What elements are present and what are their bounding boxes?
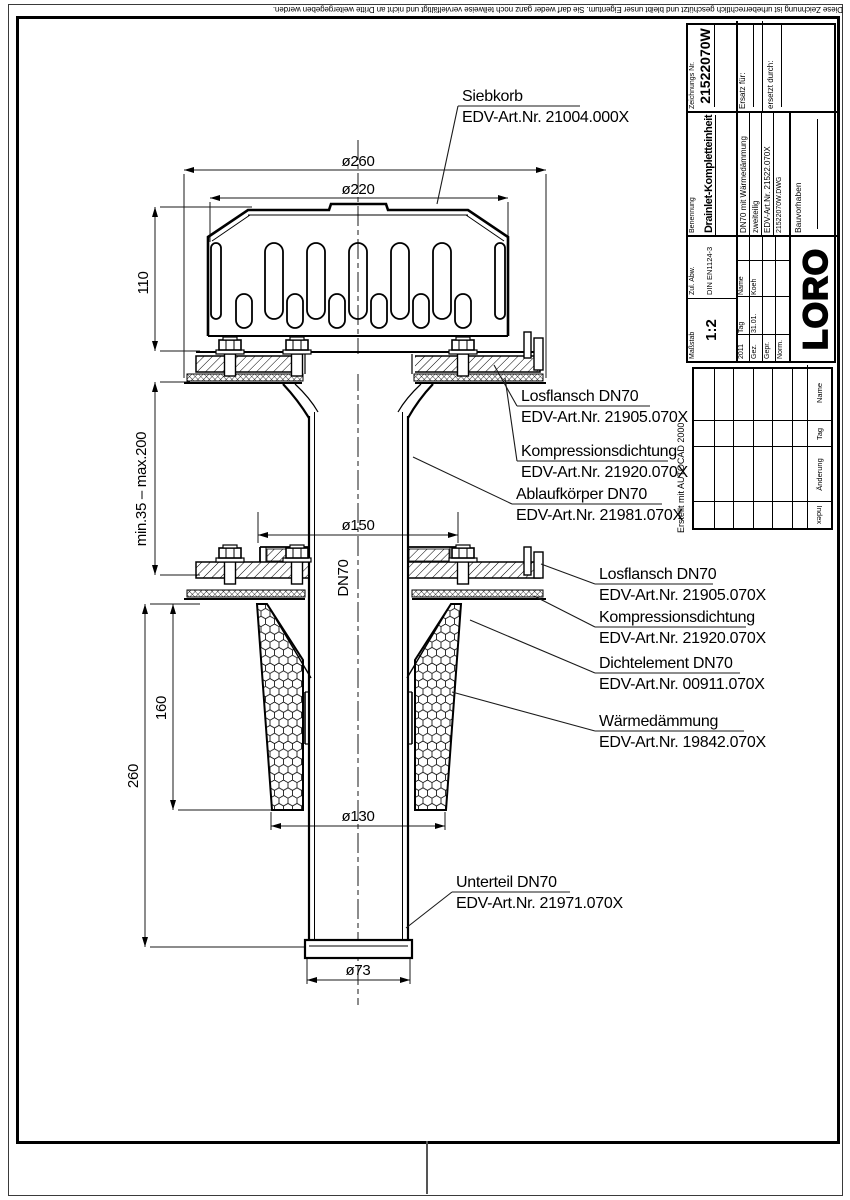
ersetzt-cell (764, 21, 838, 111)
benennung-value: Drainlet-Kompletteinheit (703, 114, 715, 233)
callout-kompressionsdichtung2-art: EDV-Art.Nr. 21920.070X (599, 630, 766, 647)
masstab-cell (688, 299, 736, 361)
revision-aenderung-header: Änderung (807, 447, 831, 502)
dim-d73: ø73 (345, 962, 371, 979)
desc-line1: DN70 mit Wärmedämmung (738, 113, 750, 235)
dim-d260: ø260 (341, 153, 375, 170)
callout-dichtelement-art: EDV-Art.Nr. 00911.070X (599, 676, 765, 693)
logo-cell (791, 237, 838, 361)
masstab-value: 1:2 (703, 319, 720, 341)
callout-losflansch1-art: EDV-Art.Nr. 21905.070X (521, 409, 688, 426)
masstab-label: Maßstab (689, 331, 696, 359)
zul-abw-cell (688, 237, 736, 297)
ersetzt-label: ersetzt durch: (766, 60, 775, 109)
desc-line4: 21522070W.DWG (776, 176, 783, 233)
benennung-label: Benennung (689, 197, 696, 233)
benennung-cell (688, 113, 736, 235)
gez-name: Koeh (751, 278, 758, 295)
title-block (686, 23, 836, 363)
unterteil-pipe-end (305, 940, 412, 958)
loro-logo (791, 237, 838, 361)
description-cell (738, 113, 789, 235)
zeichnungs-nr-cell (688, 21, 736, 111)
dim-d220: ø220 (341, 181, 375, 198)
zul-abw-value: DIN EN1124-3 (705, 246, 714, 295)
ersatz-label: Ersatz für: (738, 72, 747, 109)
loro-logo-text: LORO (797, 247, 835, 351)
dim-dn70: DN70 (335, 559, 352, 597)
revision-name-header: Name (807, 365, 831, 421)
zeichnungs-nr-value: 21522070W (697, 25, 715, 107)
bauvorhaben-cell (791, 113, 838, 235)
ersatz-cell (736, 21, 762, 111)
dim-110: 110 (135, 271, 152, 295)
callout-kompressionsdichtung1: Kompressionsdichtung (521, 443, 677, 460)
callout-unterteil-art: EDV-Art.Nr. 21971.070X (456, 895, 623, 912)
dim-d130: ø130 (341, 808, 375, 825)
zeichnungs-nr-label: Zeichnungs Nr. (689, 61, 696, 109)
dim-d150: ø150 (341, 517, 375, 534)
callout-siebkorb: Siebkorb (462, 88, 523, 105)
flange1-assembly (184, 332, 546, 383)
dim-160: 160 (153, 695, 170, 721)
name-header: Name (738, 276, 745, 295)
dim-260: 260 (125, 763, 142, 789)
callout-waermedaemmung-art: EDV-Art.Nr. 19842.070X (599, 734, 766, 751)
copyright-notice: Diese Zeichnung ist urheberrechtlich geschützt und bleibt unser Eigentum. Sie darf weder ganz noch teilweise vervielfältigt und nicht an Dritte weitergegeben werden. (272, 5, 843, 14)
revision-tag-header: Tag (807, 421, 831, 447)
callout-ablaufkoerper-art: EDV-Art.Nr. 21981.070X (516, 507, 683, 524)
gez-tag: 31.01. (751, 313, 758, 333)
revision-index-header (807, 502, 831, 528)
tag-header: Tag (738, 321, 745, 333)
dim-min-max: min.35 – max.200 (133, 431, 150, 547)
revision-table (692, 367, 833, 530)
callout-losflansch2-art: EDV-Art.Nr. 21905.070X (599, 587, 766, 604)
callout-waermedaemmung: Wärmedämmung (599, 713, 719, 730)
bauvorhaben-label: Bauvorhaben (793, 182, 803, 233)
norm-label: Norm. (777, 339, 784, 359)
desc-line3: EDV-Art.Nr. 21522.070X (762, 113, 774, 235)
callout-siebkorb-art: EDV-Art.Nr. 21004.000X (462, 109, 629, 126)
callout-kompressionsdichtung1-art: EDV-Art.Nr. 21920.070X (521, 464, 688, 481)
callout-unterteil: Unterteil DN70 (456, 874, 557, 891)
revision-index-label: Index (815, 505, 824, 525)
zul-abw-label: Zul. Abw. (689, 266, 696, 295)
callout-dichtelement: Dichtelement DN70 (599, 655, 733, 672)
waermedaemmung-blocks (257, 604, 461, 810)
callout-ablaufkoerper: Ablaufkörper DN70 (516, 486, 647, 503)
callout-kompressionsdichtung2: Kompressionsdichtung (599, 609, 755, 626)
flange2-assembly (184, 545, 546, 599)
erstellt-mit-autocad-note: Erstellt mit AUTOCAD 2000 (676, 422, 686, 533)
gepr-label: Gepr. (764, 341, 771, 359)
year-cell: 2011 (738, 343, 745, 359)
callout-losflansch2: Losflansch DN70 (599, 566, 717, 583)
gez-label: Gez. (751, 344, 758, 359)
callout-losflansch1: Losflansch DN70 (521, 388, 639, 405)
desc-line2: zweiteilig (750, 113, 762, 235)
